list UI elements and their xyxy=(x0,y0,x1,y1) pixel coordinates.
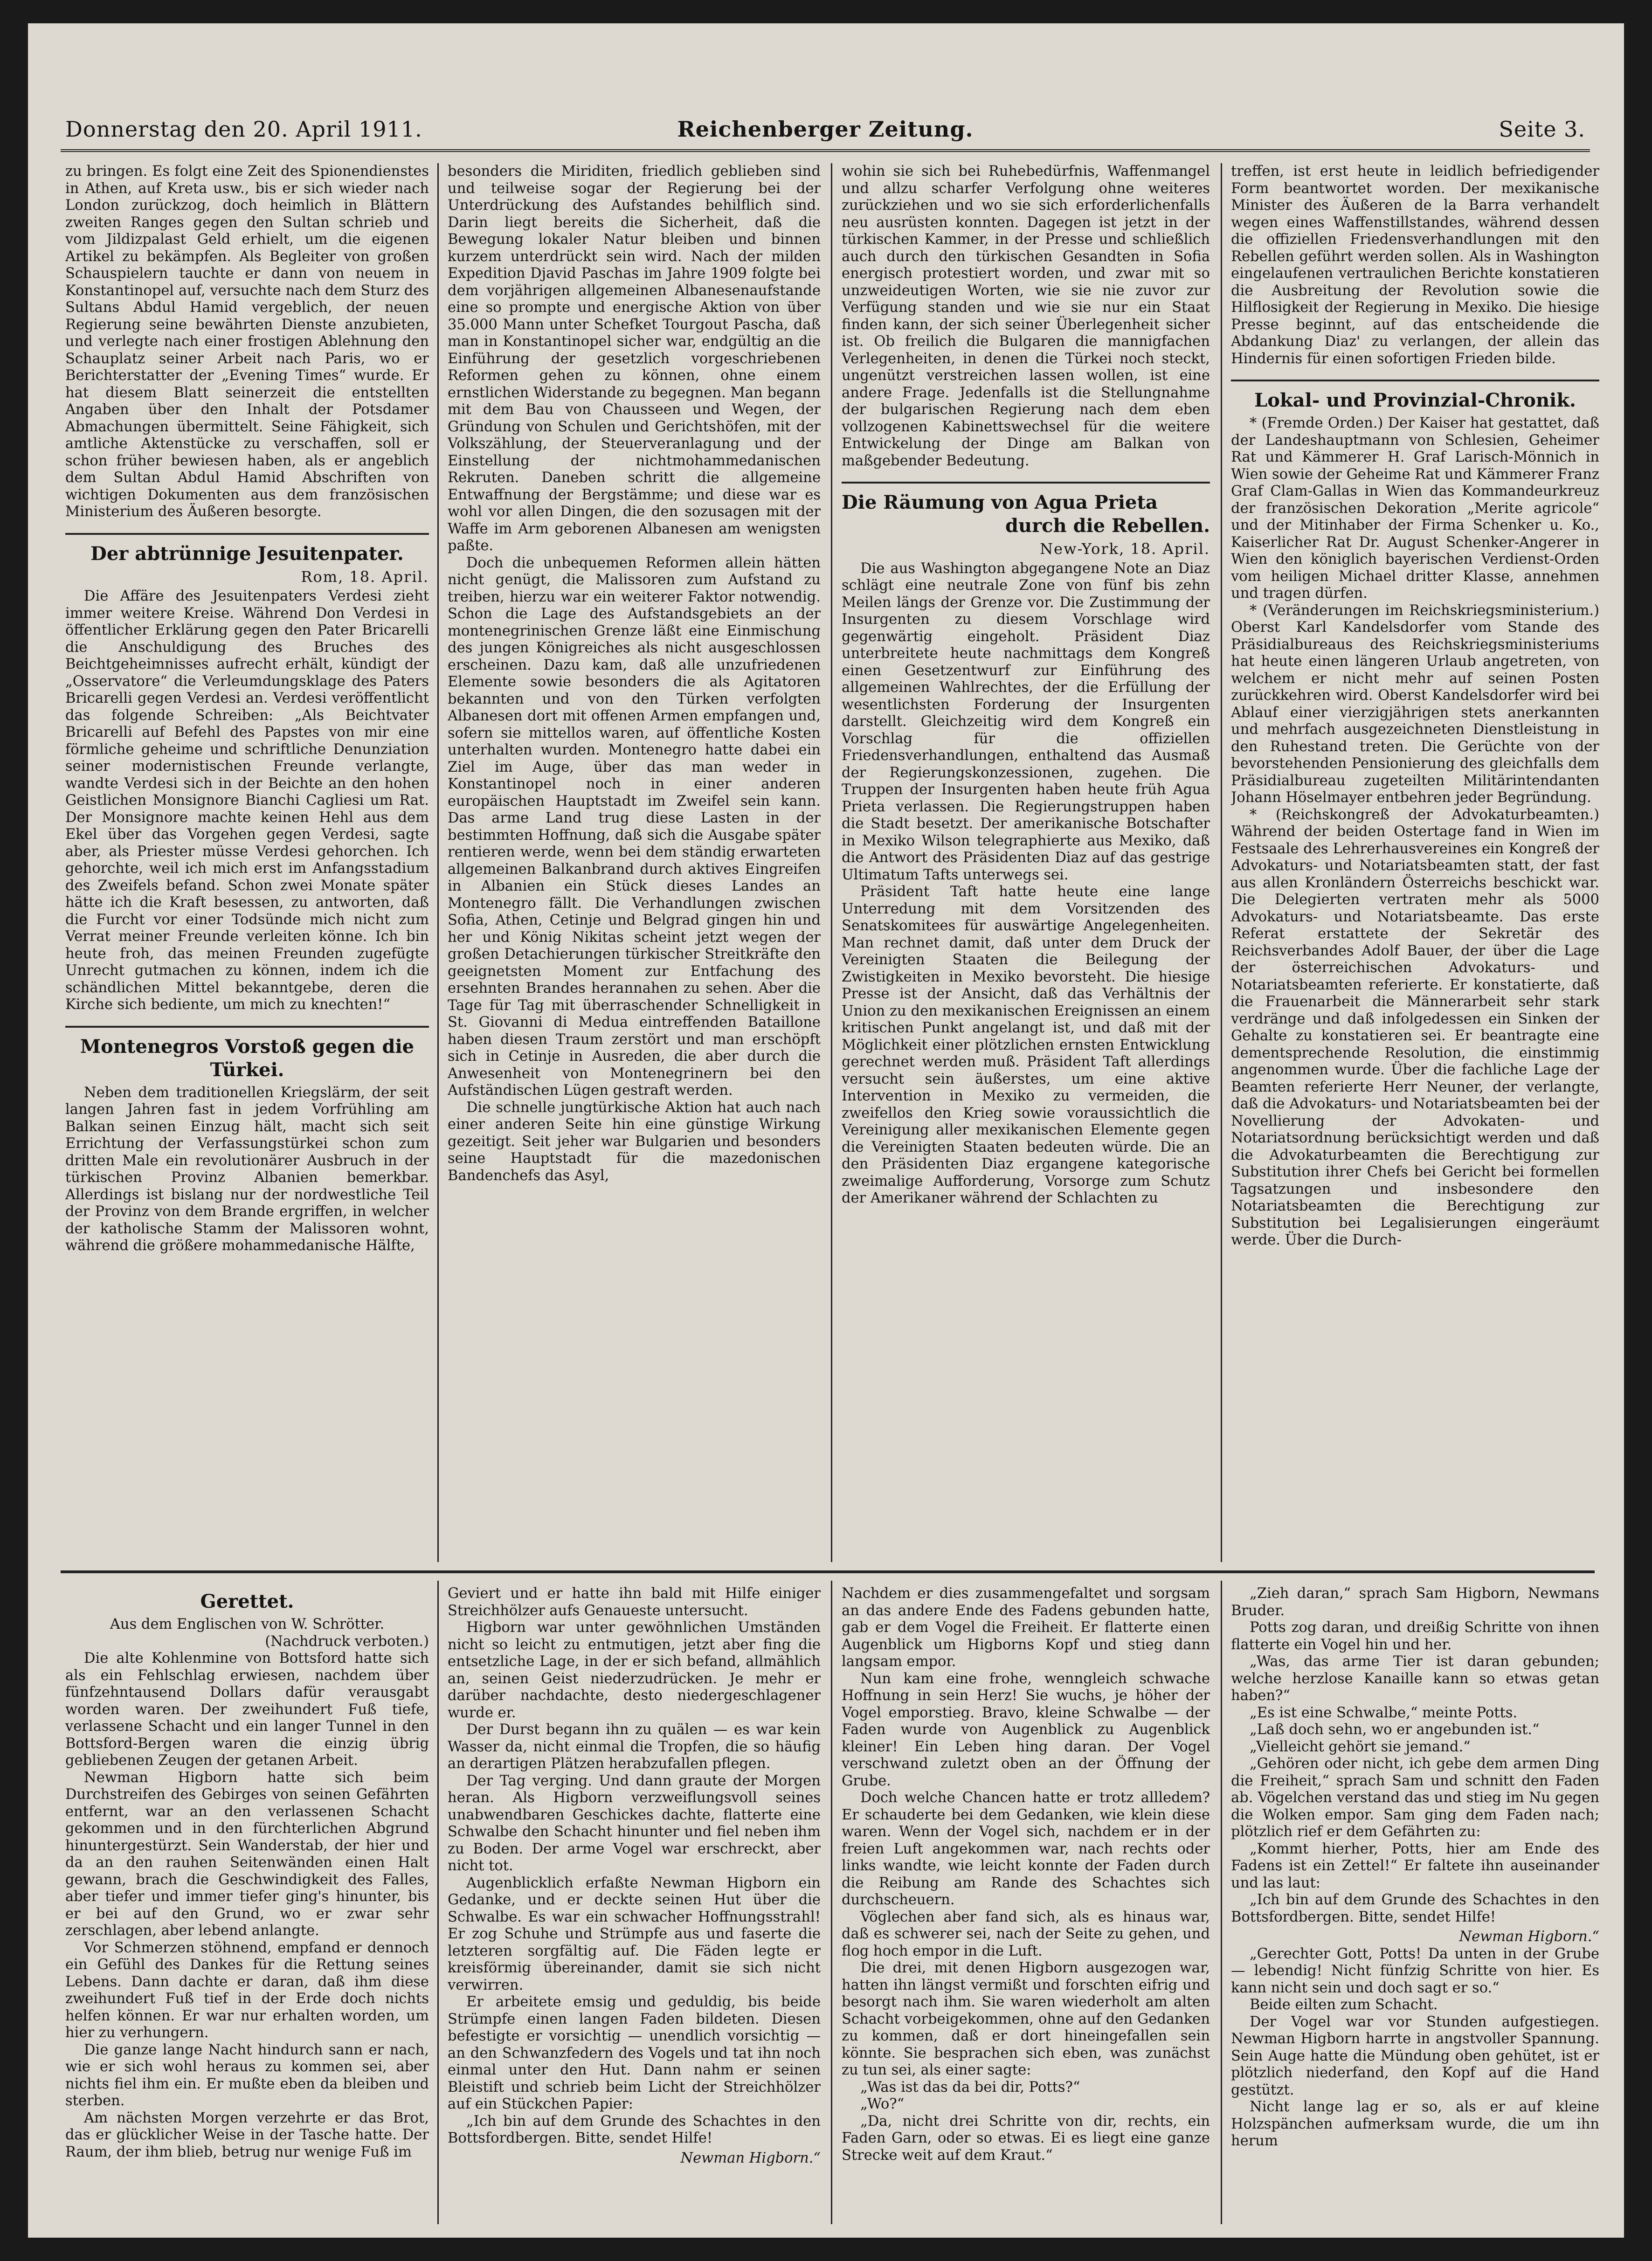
story-text: Der Durst begann ihn zu quälen — es war kein Wasser da, nicht einmal die Tropfen, die so häufig an derartigen Plätzen herabzufallen pflegen. xyxy=(448,1722,821,1772)
story-text: Der Vogel war vor Stunden aufgestiegen. Newman Higborn harrte in angstvoller Spannung. Sein Auge hatte die Mündung oben gehütet, ist er plötzlich niederfand, den Kopf auf die Hand gestützt. xyxy=(1231,2013,1599,2098)
story-title: Gerettet. xyxy=(200,1590,294,1612)
page-number: Seite 3. xyxy=(1499,117,1585,142)
story-dialogue: „Es ist eine Schwalbe,“ meinte Potts. xyxy=(1250,1704,1518,1721)
story-text: Der Tag verging. Und dann graute der Morgen heran. Als Higborn verzweiflungsvoll seines unabwendbaren Geschickes dachte, flatterte eine Schwalbe den Schacht hinunter und fiel neben ihm zu Boden. Der arme Vogel war erschreckt, aber nicht tot. xyxy=(448,1772,821,1874)
article-text: treffen, ist erst heute in leidlich befriedigender Form beantwortet worden. Der mexikanische Minister des Äußeren de la Barra verhandelt wegen eines Waffenstillstandes, während dessen die offiziellen Friedensverhandlungen mit den Rebellen geführt werden sollen. Als in Washington eingelaufenen vertraulichen Berichte konstatieren die Ausbreitung der Revolution sowie die Hilflosigkeit der Regierung in Mexiko. Die hiesige Presse beginnt, auf das entscheidende die Abdankung Diaz' zu verlangen, der allein das Hindernis für einen sofortigen Frieden bilde. xyxy=(1231,163,1599,367)
feuilleton-column-1 xyxy=(65,1590,429,2224)
story-dialogue: „Was, das arme Tier ist daran gebunden; welche herzlose Kanaille kann so etwas getan haben?“ xyxy=(1231,1653,1599,1704)
story-byline: Aus dem Englischen von W. Schrötter. xyxy=(110,1616,385,1632)
story-dialogue: „Zieh daran,“ sprach Sam Higborn, Newmans Bruder. xyxy=(1231,1585,1599,1619)
section-heading: Lokal- und Provinzial-Chronik. xyxy=(1231,380,1599,412)
story-text: Die alte Kohlenmine von Bottsford hatte sich als ein Fehlschlag erwiesen, nachdem über fünfzehntausend Dollars dafür verausgabt worden waren. Der zweihundert Fuß tiefe, verlassene Schacht und ein langer Tunnel in den Bottsford-Bergen waren die einzig übrig gebliebenen Zeugen der getanen Arbeit. xyxy=(65,1650,429,1769)
story-signature: Newman Higborn.“ xyxy=(680,2150,821,2166)
dateline: New-York, 18. April. xyxy=(1040,540,1210,558)
news-item: * (Veränderungen im Reichskriegsministerium.) Oberst Karl Kandelsdorfer vom Stande des Präsidialbureaus des Reichskriegsministeriums hat heute einen längeren Urlaub angetreten, von welchem er nicht mehr auf seinen Posten zurückkehren wird. Oberst Kandelsdorfer wird bei Ablauf einer vierzigjährigen stets anerkannten und mehrfach ausgezeichneten Dienstleistung in den Ruhestand treten. Die Gerüchte von der bevorstehenden Pensionierung des gleichfalls dem Präsidialbureau zugeteilten Militärintendanten Johann Höselmayer entbehren jeder Begründung. xyxy=(1231,602,1599,806)
article-heading: Montenegros Vorstoß gegen die Türkei. xyxy=(65,1026,429,1082)
story-text: Er arbeitete emsig und geduldig, bis beide Strümpfe einen langen Faden bildeten. Diesen befestigte er vorsichtig — unendlich vorsichtig — an den Schwanzfedern des Vogels und tat ihn noch einmal unter den Hut. Dann nahm er seinen Bleistift und schrieb beim Licht der Streichhölzer auf ein Stückchen Papier: xyxy=(448,1994,821,2112)
dateline: Rom, 18. April. xyxy=(301,567,429,586)
story-dialogue: „Was ist das da bei dir, Potts?“ xyxy=(860,2079,1080,2095)
story-text: Vor Schmerzen stöhnend, empfand er dennoch ein Gefühl des Dankes für die Rettung seines Lebens. Dann dachte er daran, daß ihm diese zweihundert Fuß tief in der Erde doch nichts helfen können. Er war nur erhalten worden, um hier zu verhungern. xyxy=(65,1939,429,2041)
story-text: Vöglechen aber fand sich, als es hinaus war, daß es schwerer sei, nach der Seite zu gehen, und flog hoch empor in die Luft. xyxy=(842,1908,1210,1959)
article-heading-cont: durch die Rebellen. xyxy=(1005,515,1210,537)
article-text: zu bringen. Es folgt eine Zeit des Spionendienstes in Athen, auf Kreta usw., bis er sich wieder nach London zurückzog, doch heimlich in Blättern zweiten Ranges gegen den Sultan schrieb und vom Jildizpalast Geld erhielt, um die eigenen Artikel zu bekämpfen. Als Begleiter von großen Schauspielern tauchte er dann von neuem in Konstantinopel auf, versuchte nach dem Sturz des Sultans Abdul Hamid vergeblich, der neuen Regierung seine bewährten Dienste anzubieten, und verlegte nach einer frostigen Ablehnung den Schauplatz seiner Arbeit nach Paris, wo er Berichterstatter der „Evening Times“ wurde. Er hat diesem Blatt seinerzeit die entstellten Angaben über den Inhalt der Potsdamer Abmachungen übermittelt. Seine Fähigkeit, sich amtliche Aktenstücke zu verschaffen, soll er schon früher bewiesen haben, als er angeblich dem Sultan Abdul Hamid Abschriften von wichtigen Dokumenten aus dem französischen Ministerium des Äußeren besorgte. xyxy=(65,163,429,520)
story-dialogue: „Wo?“ xyxy=(860,2096,905,2112)
feuilleton-rule xyxy=(61,1570,1595,1573)
story-text: Geviert und er hatte ihn bald mit Hilfe einiger Streichhölzer aufs Genaueste untersucht. xyxy=(448,1585,821,1619)
story-text: Beide eilten zum Schacht. xyxy=(1250,1997,1438,2013)
feuilleton-column-3 xyxy=(842,1585,1210,2224)
column-rule xyxy=(1221,1581,1222,2224)
story-note: „Ich bin auf dem Grunde des Schachtes in den Bottsfordbergen. Bitte, sendet Hilfe! xyxy=(448,2113,821,2146)
news-item: * (Reichskongreß der Advokaturbeamten.) Während der beiden Ostertage fand in Wien im Festsaale des Lehrerhausvereines ein Kongreß der Advokaturs- und Notariatsbeamten statt, der fast aus allen Kronländern Österreichs beschickt war. Die Delegierten vertraten mehr als 5000 Advokaturs- und Notariatsbeamte. Das erste Referat erstattete der Sekretär des Reichsverbandes Adolf Bauer, der über die Lage der österreichischen Advokaturs- und Notariatsbeamten referierte. Er konstatierte, daß die Frauenarbeit die Männerarbeit sehr stark verdränge und daß infolgedessen ein Sinken der Gehalte zu konstatieren sei. Er beantragte eine dementsprechende Resolution, die einstimmig angenommen wurde. Über die fachliche Lage der Beamten referierte Herr Neuner, der verlangte, daß die Advokaturs- und Notariatsbeamten bei der Novellierung der Advokaten- und Notariatsordnung berücksichtigt werden und daß die Advokaturbeamten die Berechtigung zur Substitution ihrer Chefs bei Gericht bei formellen Tagsatzungen und insbesondere den Notariatsbeamten die Berechtigung zur Substitution bei Legalisierungen eingeräumt werde. Über die Durch- xyxy=(1231,806,1599,1248)
column-rule xyxy=(437,163,439,1562)
story-signature: Newman Higborn.“ xyxy=(1459,1929,1599,1945)
story-dialogue: „Vielleicht gehört sie jemand.“ xyxy=(1250,1738,1471,1755)
article-text: Doch die unbequemen Reformen allein hätten nicht genügt, die Malissoren zum Aufstand zu treiben, hierzu war ein weiterer Faktor notwendig. Schon die Lage des Aufstandsgebiets an der montenegrinischen Grenze läßt eine Einmischung des jungen Königreiches als nicht ausgeschlossen erscheinen. Dazu kam, daß alle unzufriedenen Elemente sowie besonders die als Agitatoren bekannten und von den Türken verfolgten Albanesen dort mit offenen Armen empfangen und, sofern sie mittellos waren, auf öffentliche Kosten unterhalten wurden. Montenegro hatte dabei ein Ziel im Auge, über das man weder in Konstantinopel noch in einer anderen europäischen Hauptstadt im Zweifel sein kann. Das arme Land trug diese Lasten in der bestimmten Hoffnung, daß sich die Ausgabe später rentieren werde, wenn bei dem ständig erwarteten allgemeinen Balkanbrand durch aktives Eingreifen in Albanien ein Stück dieses Landes an Montenegro fällt. Die Verhandlungen zwischen Sofia, Athen, Cetinje und Belgrad gingen hin und her und König Nikitas scheint jetzt wegen der großen Detachierungen türkischer Streitkräfte den geeignetsten Moment zur Entfachung des ersehnten Brandes herannahen zu sehen. Aber die Tage für Tag mit überraschender Schnelligkeit in St. Giovanni di Medua eintreffenden Bataillone haben diesen Traum zerstört und man erschöpft sich in Cetinje in Ausreden, die aber durch die Anwesenheit von Montenegrinern bei den Aufständischen Lügen gestraft werden. xyxy=(448,554,821,1099)
feuilleton-column-2 xyxy=(448,1585,821,2224)
issue-date: Donnerstag den 20. April 1911. xyxy=(65,117,422,142)
article-text: Präsident Taft hatte heute eine lange Unterredung mit dem Vorsitzenden des Senatskomitees für auswärtige Angelegenheiten. Man rechnet damit, daß unter dem Druck der Vereinigten Staaten die Beilegung der Zwistigkeiten in Mexiko bevorsteht. Die hiesige Presse ist der Ansicht, daß das Verhältnis der Union zu den mexikanischen Ereignissen an einem kritischen Punkt angelangt ist, und daß mit der Möglichkeit einer plötzlichen ernsten Entwicklung gerechnet werden muß. Präsident Taft allerdings versucht sein äußerstes, um eine aktive Intervention in Mexiko zu vermeiden, die zweifellos den Krieg sowie voraussichtlich die Vereinigung aller mexikanischen Elemente gegen die Vereinigten Staaten bedeuten würde. Die an den Präsidenten Diaz ergangene kategorische zweimalige Aufforderung, Vorsorge zum Schutz der Amerikaner während der Schlachten zu xyxy=(842,884,1210,1206)
article-heading: Die Räumung von Agua Prieta xyxy=(842,482,1210,514)
feuilleton-column-4 xyxy=(1231,1585,1599,2224)
story-text: Doch welche Chancen hatte er trotz allledem? Er schauderte bei dem Gedanken, wie klein diese waren. Wenn der Vogel sich, nachdem er in der freien Luft angekommen war, nach rechts oder links wandte, wie leicht konnte der Faden durch die Reibung am Rande des Schachtes sich durchscheuern. xyxy=(842,1790,1210,1908)
article-text: wohin sie sich bei Ruhebedürfnis, Waffenmangel und allzu scharfer Verfolgung ohne weiteres zurückziehen und wo sie sich erforderlichenfalls neu ausrüsten konnten. Dagegen ist jetzt in der türkischen Kammer, in der Presse und schließlich auch durch den türkischen Gesandten in Sofia energisch protestiert worden, und zwar mit so unzweideutigen Worten, wie sie nie zuvor zur Verfügung standen und wie sie nur ein Staat finden kann, der sich seiner Überlegenheit sicher ist. Ob freilich die Bulgaren die mannigfachen Verlegenheiten, in denen die Türkei noch steckt, ungenützt verstreichen lassen wollen, ist eine andere Frage. Jedenfalls ist die Stellungnahme der bulgarischen Regierung nach dem eben vollzogenen Kabinettswechsel für die weitere Entwickelung der Dinge am Balkan von maßgebender Bedeutung. xyxy=(842,163,1210,469)
story-dialogue: „Kommt hierher, Potts, hier am Ende des Fadens ist ein Zettel!“ Er faltete ihn auseinander und las laut: xyxy=(1231,1840,1599,1891)
column-rule xyxy=(1221,163,1222,1562)
column-4 xyxy=(1231,163,1599,1562)
column-1 xyxy=(65,163,429,1560)
newspaper-title: Reichenberger Zeitung. xyxy=(677,117,974,142)
article-text: Neben dem traditionellen Kriegslärm, der seit langen Jahren fast in jedem Vorfrühling am Balkan seinen Einzug hält, macht sich seit Errichtung der Verfassungstürkei schon zum dritten Male ein revolutionärer Ausbruch in der türkischen Provinz Albanien bemerkbar. Allerdings ist bislang nur der nordwestliche Teil der Provinz von dem Brande ergriffen, in welcher der katholische Stamm der Malissoren wohnt, während die größere mohammedanische Hälfte, xyxy=(65,1084,429,1254)
article-text: Die aus Washington abgegangene Note an Diaz schlägt eine neutrale Zone von fünf bis zehn Meilen längs der Grenze vor. Die Zustimmung der Insurgenten zu diesem Vorschlage wird gegenwärtig eingeholt. Präsident Diaz unterbreitete heute nachmittags dem Kongreß einen Gesetzentwurf zur Einführung des allgemeinen Wahlrechtes, der die Erfüllung der wesentlichsten Forderung der Insurgenten darstellt. Gleichzeitig wird dem Kongreß ein Vorschlag für die offiziellen Friedensverhandlungen, enthaltend das Ausmaß der Regierungskonzessionen, zugehen. Die Truppen der Insurgenten haben heute früh Agua Prieta verlassen. Die Regierungstruppen haben die Stadt besetzt. Der amerikanische Botschafter in Mexiko Wilson telegraphierte aus Mexiko, daß die Antwort des Präsidenten Diaz auf das gestrige Ultimatum Tafts unterwegs sei. xyxy=(842,560,1210,883)
column-rule xyxy=(831,163,832,1562)
column-3 xyxy=(842,163,1210,1562)
story-text: Die drei, mit denen Higborn ausgezogen war, hatten ihn längst vermißt und forschten eifrig und besorgt nach ihm. Sie waren wiederholt am alten Schacht vorbeigekommen, ohne auf den Gedanken zu kommen, daß er dort hineingefallen sein könnte. Sie besprachen sich eben, was zunächst zu tun sei, als einer sagte: xyxy=(842,1960,1210,2078)
story-text: Nicht lange lag er so, als er auf kleine Holzspänchen aufmerksam wurde, die um ihn herum xyxy=(1231,2099,1599,2149)
column-rule xyxy=(831,1581,832,2224)
story-text: Augenblicklich erfaßte Newman Higborn ein Gedanke, und er deckte seinen Hut über die Schwalbe. Es war ein schwacher Hoffnungsstrahl! Er zog Schuhe und Strümpfe aus und faserte die letzteren sorgfältig auf. Die Fäden legte er kreisförmig übereinander, damit sie sich nicht verwirren. xyxy=(448,1874,821,1993)
news-item: * (Fremde Orden.) Der Kaiser hat gestattet, daß der Landeshauptmann von Schlesien, Geheimer Rat und Kämmerer H. Graf Larisch-Mönnich in Wien sowie der Geheime Rat und Kämmerer Franz Graf Clam-Gallas in Wien das Kommandeurkreuz der französischen Dekoration „Merite agricole“ und der Mitinhaber der Firma Schenker u. Ko., Kaiserlicher Rat Dr. August Schenker-Angerer in Wien den königlich bayerischen Verdienst-Orden vom heiligen Michael dritter Klasse, annehmen und tragen dürfen. xyxy=(1231,415,1599,602)
masthead xyxy=(61,112,1590,152)
story-note: „Ich bin auf dem Grunde des Schachtes in den Bottsfordbergen. Bitte, sendet Hilfe! xyxy=(1231,1892,1599,1925)
story-text: Am nächsten Morgen verzehrte er das Brot, das er glücklicher Weise in der Tasche hatte. Der Raum, der ihm blieb, betrug nur wenige Fuß im xyxy=(65,2109,429,2160)
story-text: Die ganze lange Nacht hindurch sann er nach, wie er sich wohl heraus zu kommen sei, aber nichts fiel ihm ein. Er mußte eben da bleiben und sterben. xyxy=(65,2041,429,2109)
story-text: Higborn war unter gewöhnlichen Umständen nicht so leicht zu entmutigen, jetzt aber fing die entsetzliche Lage, in der er sich befand, allmählich an, seinen Geist niederzudrücken. Je mehr er darüber nachdachte, desto niedergeschlagener wurde er. xyxy=(448,1619,821,1721)
article-heading: Der abtrünnige Jesuitenpater. xyxy=(65,533,429,566)
reprint-notice: (Nachdruck verboten.) xyxy=(265,1633,429,1650)
article-text: Die schnelle jungtürkische Aktion hat auch nach einer anderen Seite hin eine günstige Wirkung gezeitigt. Seit jeher war Bulgarien und besonders seine Hauptstadt für die mazedonischen Bandenchefs das Asyl, xyxy=(448,1099,821,1184)
story-text: Newman Higborn hatte sich beim Durchstreifen des Gebirges von seinen Gefährten entfernt, war an den verlassenen Schacht gekommen und in den fürchterlichen Abgrund hinuntergestürzt. Sein Wanderstab, der hier und da an den rauhen Seitenwänden einen Halt gewann, brach die Geschwindigkeit des Falles, aber tiefer und immer tiefer ging's hinunter, bis er bei auf den Grund, wo er zwar sehr zerschlagen, aber lebend anlangte. xyxy=(65,1769,429,1939)
newspaper-page xyxy=(28,23,1624,2238)
story-text: Nun kam eine frohe, wenngleich schwache Hoffnung in sein Herz! Sie wuchs, je höher der Vogel emporstieg. Bravo, kleine Schwalbe — der Faden wurde von Augenblick zu Augenblick kleiner! Ein Leben hing daran. Der Vogel verschwand zuletzt oben an der Öffnung der Grube. xyxy=(842,1670,1210,1789)
article-text: Die Affäre des Jesuitenpaters Verdesi zieht immer weitere Kreise. Während Don Verdesi in öffentlicher Erklärung gegen den Pater Bricarelli die Anschuldigung des Bruches des Beichtgeheimnisses aufrecht erhält, kündigt der „Osservatore“ die Verleumdungsklage des Paters Bricarelli gegen Verdesi an. Verdesi veröffentlicht das folgende Schreiben: „Als Beichtvater Bricarelli auf Befehl des Papstes von mir eine förmliche geheime und schriftliche Denunziation seiner modernistischen Freunde verlangte, wandte Verdesi sich in der Beichte an den hohen Geistlichen Monsignore Bianchi Cagliesi um Rat. Der Monsignore machte keinen Hehl aus dem Ekel über das Vorgehen gegen Verdesi, sagte aber, als Priester müsse Verdesi gehorchen. Ich gehorchte, weil ich mich erst im Anfangsstadium des Zweifels befand. Schon zwei Monate später hätte ich die Kraft besessen, zu antworten, daß die Furcht vor einer Todsünde mich nicht zum Verrat meiner Freunde verleiten könne. Ich bin heute froh, das meinen Freunden zugefügte Unrecht gutmachen zu können, indem ich die schändlichen Mittel bekanntgebe, deren die Kirche sich bediente, um mich zu knechten!“ xyxy=(65,588,429,1013)
story-text: Potts zog daran, und dreißig Schritte von ihnen flatterte ein Vogel hin und her. xyxy=(1231,1619,1599,1653)
column-rule xyxy=(437,1581,439,2224)
story-dialogue: „Gerechter Gott, Potts! Da unten in der Grube — lebendig! Nicht fünfzig Schritte von hier. Es kann nicht sein und doch sagt er so.“ xyxy=(1231,1945,1599,1996)
article-text: besonders die Miriditen, friedlich geblieben sind und teilweise sogar der Regierung bei der Unterdrückung des Aufstandes behilflich sind. Darin liegt bereits die Sicherheit, daß die Bewegung lokaler Natur bleiben und binnen kurzem unterdrückt sein wird. Nach der milden Expedition Djavid Paschas im Jahre 1909 folgte bei dem vorjährigen allgemeinen Albanesenaufstande eine so prompte und energische Aktion von über 35.000 Mann unter Schefket Tourgout Pascha, daß man in Konstantinopel sicher war, endgültig an die Einführung der gesetzlich vorgeschriebenen Reformen gehen zu können, ohne einem ernstlichen Widerstande zu begegnen. Man begann mit dem Bau von Chausseen und Wegen, der Gründung von Schulen und Gerichtshöfen, mit der Volkszählung, der Steuerveranlagung und der Einstellung der nichtmohammedanischen Rekruten. Daneben schritt die allgemeine Entwaffnung der Bergstämme; und diese war es wohl vor allen Dingen, die den sozusagen mit der Waffe im Arm geborenen Albanesen am wenigsten paßte. xyxy=(448,163,821,554)
story-dialogue: „Da, nicht drei Schritte von dir, rechts, ein Faden Garn, oder so etwas. Ei es liegt eine ganze Strecke weit auf dem Kraut.“ xyxy=(842,2113,1210,2164)
column-2 xyxy=(448,163,821,1562)
story-dialogue: „Laß doch sehn, wo er angebunden ist.“ xyxy=(1250,1722,1540,1738)
story-text: Nachdem er dies zusammengefaltet und sorgsam an das andere Ende des Fadens gebunden hatte, gab er dem Vogel die Freiheit. Er flatterte einen Augenblick um Higborns Kopf und stieg dann langsam empor. xyxy=(842,1585,1210,1670)
story-dialogue: „Gehören oder nicht, ich gebe dem armen Ding die Freiheit,“ sprach Sam und schnitt den Faden ab. Vögelchen verstand das und stieg im Nu gegen die Wolken empor. Sam ging dem Faden nach; plötzlich rief er dem Gefährten zu: xyxy=(1231,1756,1599,1840)
